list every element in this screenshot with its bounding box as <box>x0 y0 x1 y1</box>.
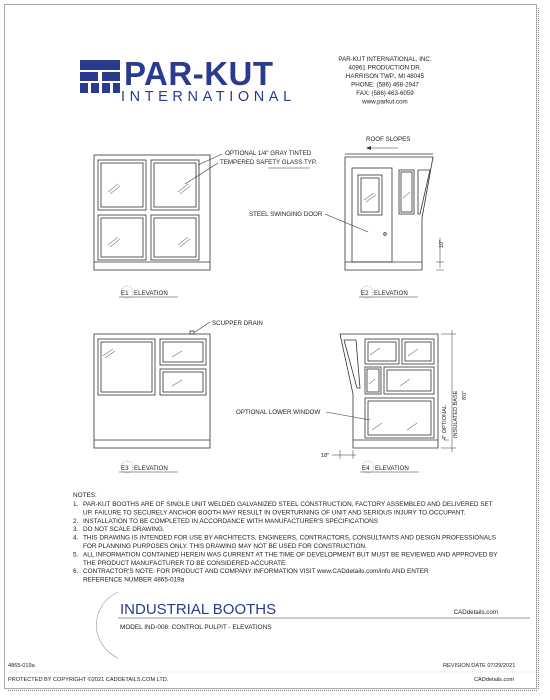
roof-slopes-callout <box>366 136 410 150</box>
window-pane <box>151 160 199 210</box>
note-number: 4. <box>73 534 79 542</box>
dimension-text: INSULATED BASE <box>453 390 459 438</box>
logo-subname: INTERNATIONAL <box>121 89 296 105</box>
window-pane <box>160 339 206 365</box>
dimension-text: 4" OPTIONAL <box>442 405 448 440</box>
view-id: E1 <box>121 290 129 297</box>
address-line: FAX: (586) 463-6059 <box>356 90 414 97</box>
window-pane <box>384 367 434 394</box>
title-block <box>8 592 530 669</box>
view-title: ELEVATION <box>375 465 409 472</box>
note-line: INSTALLATION TO BE COMPLETED IN ACCORDANCE WITH MANUFACTURER'S SPECIFICATIONS <box>83 517 378 525</box>
note-number: 2. <box>73 517 79 525</box>
window-pane <box>399 170 414 214</box>
reference-number: 4865-019a <box>8 663 35 669</box>
company-address <box>338 56 431 106</box>
note-number: 6. <box>73 568 79 576</box>
note-number: 5. <box>73 551 79 559</box>
view-title: ELEVATION <box>134 465 168 472</box>
footer-site: CADdetails.com <box>474 677 515 683</box>
logo-name: PAR-KUT <box>124 55 274 92</box>
dimension-text: 18" <box>321 453 330 459</box>
callout-text: TEMPERED SAFETY GLASS TYP. <box>220 159 317 166</box>
callout-text: OPTIONAL LOWER WINDOW <box>236 409 321 416</box>
note-line: REFERENCE NUMBER 4865-019a <box>83 576 185 584</box>
window-pane <box>365 339 399 364</box>
view-label-e1 <box>119 286 178 298</box>
address-line: PHONE: (586) 468-2947 <box>351 81 419 89</box>
dimension-18 <box>321 450 356 459</box>
callout-text: ROOF SLOPES <box>366 136 411 143</box>
arrow-left-icon <box>366 146 371 150</box>
copyright-text: PROTECTED BY COPYRIGHT ©2021 CADDETAILS.COM LTD. <box>8 677 169 683</box>
elevation-e2 <box>345 154 433 270</box>
note-line: THE PRODUCT MANUFACTURER TO BE CONSIDERED ACCURATE. <box>83 559 288 567</box>
window-pane <box>98 215 146 260</box>
note-number: 1. <box>73 501 79 508</box>
notes-block <box>73 492 498 584</box>
address-line: 40961 PRODUCTION DR. <box>348 64 422 72</box>
view-label-e3 <box>119 461 178 473</box>
window-pane <box>151 215 199 260</box>
door-callout <box>249 211 368 232</box>
drawing-title: INDUSTRIAL BOOTHS <box>120 601 277 618</box>
view-id: E4 <box>362 465 370 472</box>
lower-window <box>365 398 434 438</box>
window-pane <box>160 369 206 395</box>
dimension-height <box>441 330 468 452</box>
dimension-10 <box>436 238 445 270</box>
view-id: E3 <box>121 465 129 472</box>
scupper-callout <box>195 320 263 332</box>
note-number: 3. <box>73 526 79 534</box>
view-title: ELEVATION <box>134 290 168 297</box>
title-arc <box>96 592 118 658</box>
view-title: ELEVATION <box>374 290 408 297</box>
footer <box>6 672 536 683</box>
site-text: CADdetails.com <box>453 609 498 616</box>
address-line: HARRISON TWP., MI 48045 <box>345 73 425 80</box>
callout-text: SCUPPER DRAIN <box>212 320 263 327</box>
address-line: PAR-KUT INTERNATIONAL, INC. <box>338 56 432 63</box>
dimension-text: 8'0" <box>462 390 468 400</box>
dimension-text: 10" <box>439 239 445 248</box>
view-id: E2 <box>361 290 369 297</box>
notes-list <box>73 501 498 584</box>
callout-text: STEEL SWINGING DOOR <box>249 211 323 218</box>
note-line: FOR PLANNING PURPOSES ONLY. THIS DRAWING MAY NOT BE USED FOR CONSTRUCTION. <box>83 543 367 550</box>
parkut-logo <box>80 55 296 105</box>
window-pane <box>98 160 146 210</box>
lower-window-callout <box>236 409 370 420</box>
elevation-e4 <box>340 334 438 448</box>
view-label-e4 <box>360 461 419 473</box>
elevation-e1 <box>94 155 210 270</box>
note-line: UP. FAILURE TO SECURELY ANCHOR BOOTH MAY RESULT IN OVERTURNING OF UNIT AND SERIOUS INJURY TO OCCUPANT. <box>83 509 466 517</box>
window-pane <box>98 339 155 395</box>
notes-heading: NOTES: <box>73 492 97 499</box>
drawing-subtitle: MODEL IND-008: CONTROL PULPIT - ELEVATIONS <box>120 624 272 631</box>
note-line: DO NOT SCALE DRAWING. <box>83 526 165 534</box>
note-line: ALL INFORMATION CONTAINED HEREIN WAS CURRENT AT THE TIME OF DEVELOPMENT BUT MUST BE REVIEWED AND APPROVED BY <box>83 551 498 559</box>
website-link[interactable]: www.parkut.com <box>362 98 408 106</box>
sheet-border <box>5 5 537 689</box>
revision-date: REVISION DATE 07/29/2021 <box>443 663 516 669</box>
note-line: THIS DRAWING IS INTENDED FOR USE BY ARCHITECTS, ENGINEERS, CONTRACTORS, CONSULTANTS AND DESIGN PROFESSIONALS <box>83 534 496 542</box>
steel-door <box>352 168 392 262</box>
callout-text: OPTIONAL 1/4" GRAY TINTED <box>225 150 312 157</box>
elevation-e3 <box>94 331 210 448</box>
note-line: PAR-KUT BOOTHS ARE OF SINGLE UNIT WELDED GALVANIZED STEEL CONSTRUCTION, FACTORY ASSEMBLED AND DELIVERED SET <box>83 501 493 508</box>
view-label-e2 <box>359 286 418 298</box>
note-line: CONTRACTOR'S NOTE: FOR PRODUCT AND COMPANY INFORMATION VISIT www.CADdetails.com/info AND ENTER <box>83 568 429 576</box>
window-pane <box>402 339 434 364</box>
logo-mark-icon <box>80 60 120 93</box>
